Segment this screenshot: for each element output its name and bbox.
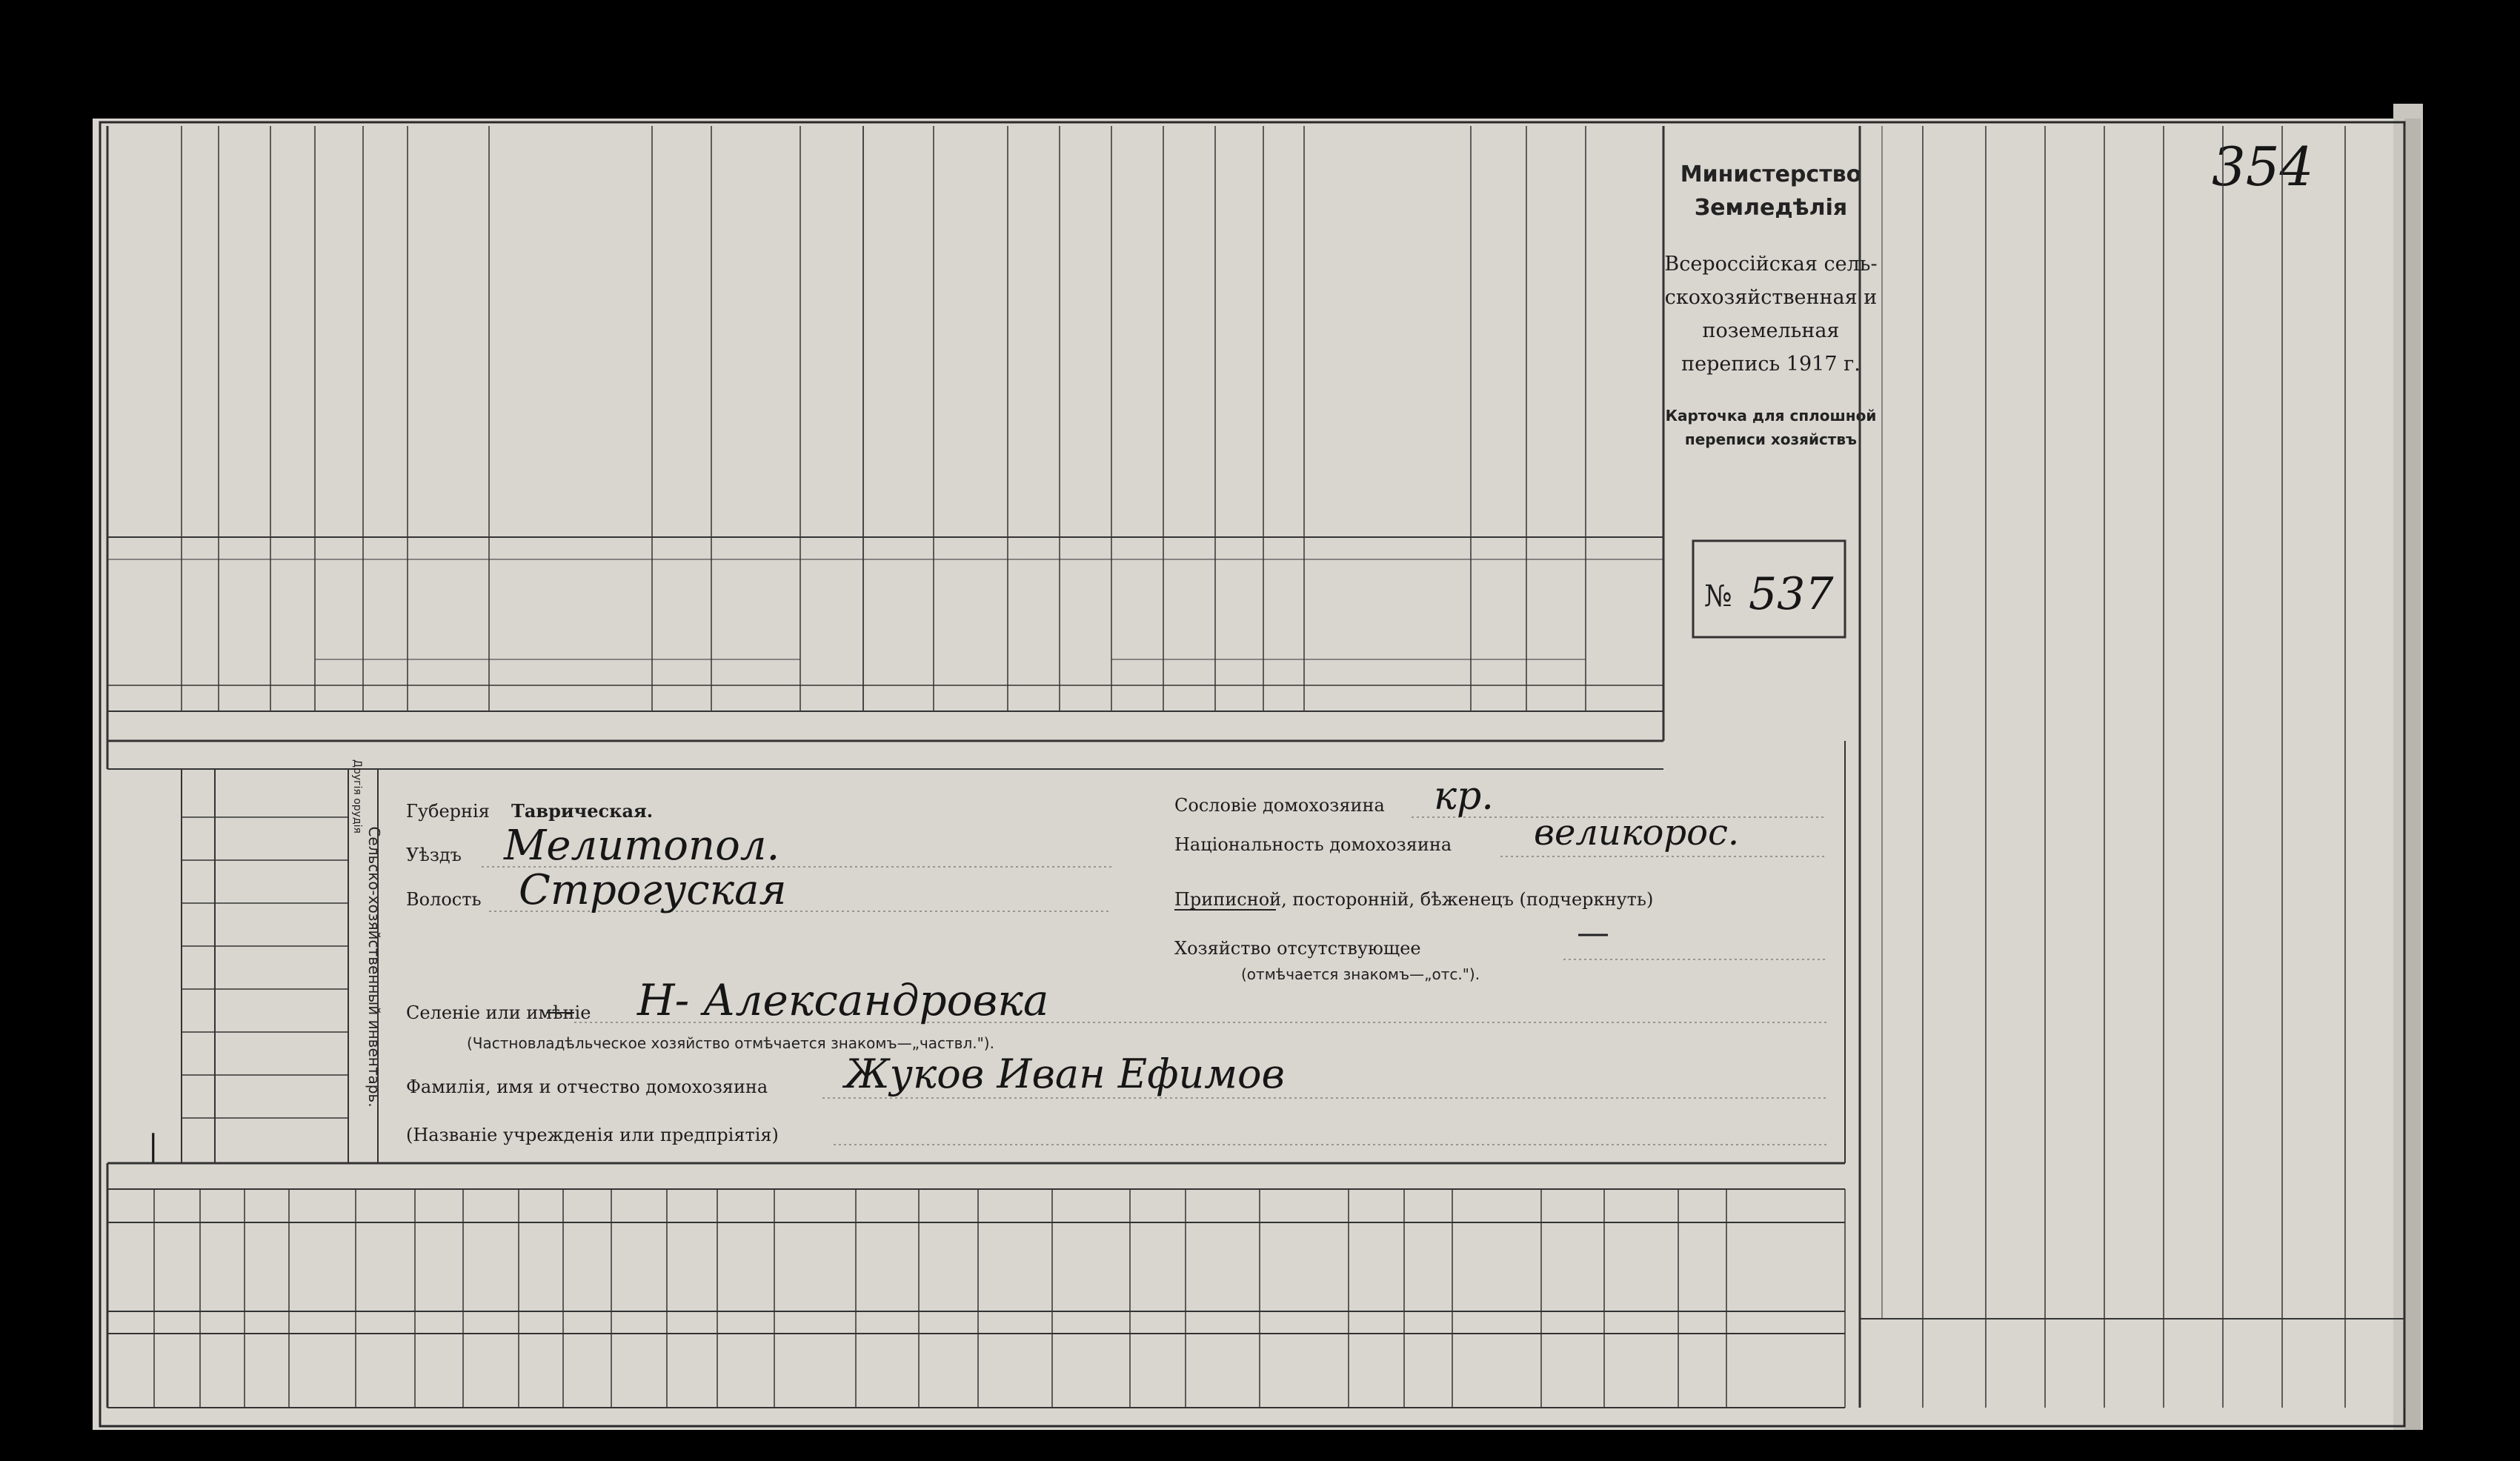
paper-sheet: [93, 119, 2412, 1430]
card-number-label: №: [1704, 579, 1732, 613]
volost-value: Строгуская: [519, 866, 787, 914]
absent-note: (отмѣчается знакомъ—„отс.").: [1241, 965, 1480, 983]
soslovie-label: Сословіе домохозяина: [1174, 795, 1385, 816]
pripisnoy-line: Приписной, посторонній, бѣженецъ (подчеркнуть): [1174, 889, 1654, 910]
selenie-note: (Частновладѣльческое хозяйство отмѣчается знакомъ—„частвл.").: [467, 1034, 994, 1052]
gubernia-label: Губернія: [406, 801, 490, 822]
inventory-hw-mark: |: [148, 1129, 159, 1163]
selenie-label: Селеніе или имѣніе: [406, 1002, 591, 1023]
census-line-3: поземельная: [1702, 319, 1840, 342]
soslovie-value: кр.: [1434, 774, 1494, 819]
volost-label: Волость: [406, 889, 482, 910]
card-number-value: 537: [1749, 568, 1834, 620]
nationality-value: великорос.: [1534, 812, 1740, 853]
ministry-line-1: Министерство: [1680, 162, 1862, 187]
inventory-group-label: Сельско-хозяйственный инвентарь.: [365, 826, 383, 1108]
card-line-2: переписи хозяйствъ: [1684, 430, 1858, 448]
census-line-4: перепись 1917 г.: [1681, 353, 1861, 376]
uezd-label: Уѣздъ: [406, 845, 462, 865]
fio-value: Жуков Иван Ефимов: [845, 1051, 1285, 1097]
census-line-2: скохозяйственная и: [1664, 286, 1878, 309]
census-line-1: Всероссійская сель-: [1664, 253, 1878, 276]
card-line-1: Карточка для сплошной: [1665, 407, 1877, 425]
archive-page-number: 354: [2212, 136, 2314, 198]
nationality-label: Національность домохозяина: [1174, 834, 1452, 855]
uezd-value: Мелитопол.: [504, 822, 780, 870]
ministry-line-2: Земледѣлія: [1694, 195, 1848, 221]
selenie-value: Н- Александровка: [637, 975, 1049, 1025]
fio-label: Фамилія, имя и отчество домохозяина: [406, 1076, 768, 1097]
institution-label: (Названіе учрежденія или предпріятія): [406, 1125, 779, 1145]
inventory-extra-label: Другія орудія: [351, 759, 363, 833]
absent-label: Хозяйство отсутствующее: [1174, 938, 1421, 959]
gubernia-value: Таврическая.: [511, 800, 654, 822]
